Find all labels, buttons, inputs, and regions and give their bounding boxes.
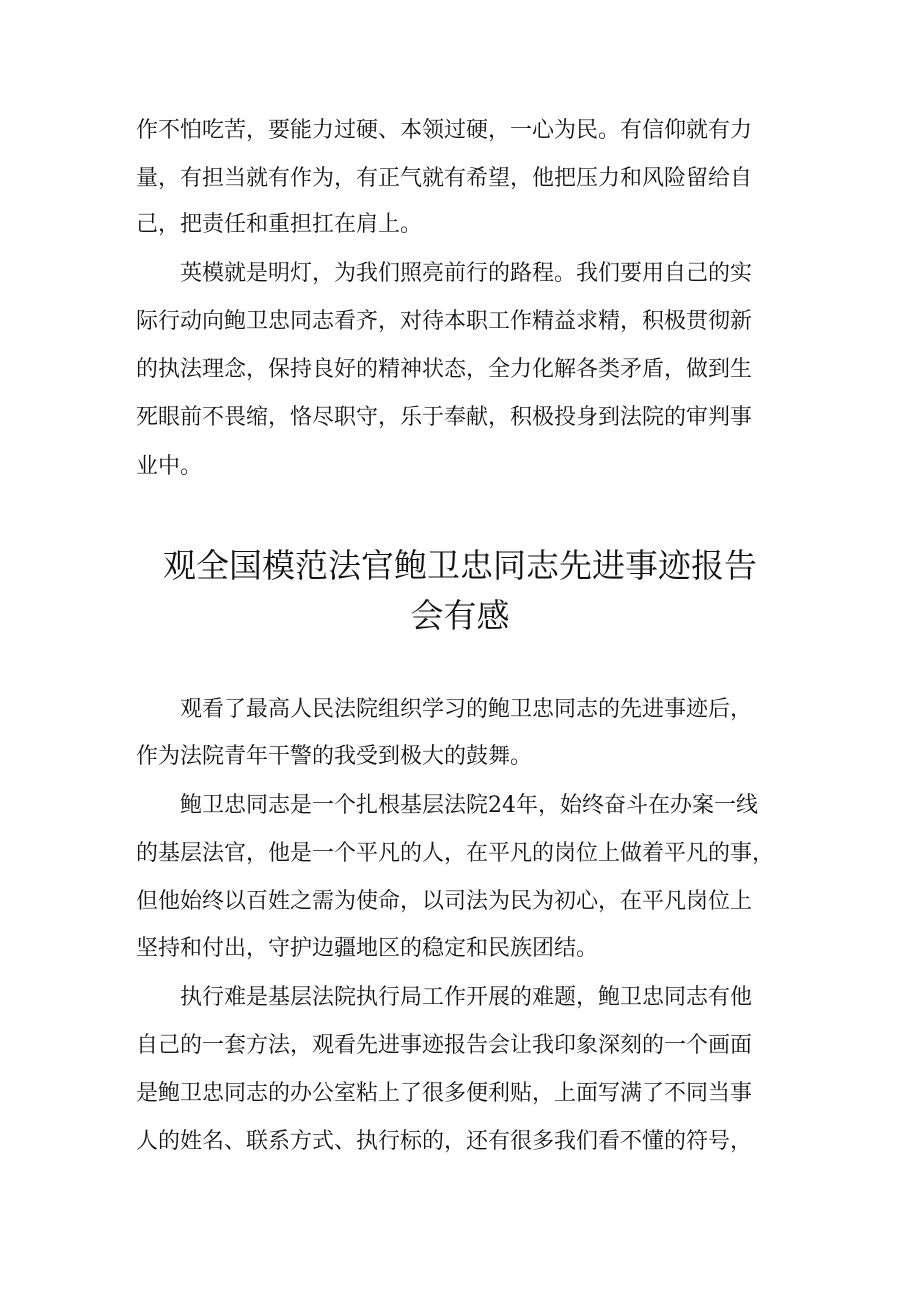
paragraph-line: 量，有担当就有作为，有正气就有希望，他把压力和风险留给自 bbox=[136, 166, 753, 191]
paragraph-line: 作不怕吃苦，要能力过硬、本领过硬，一心为民。有信仰就有力 bbox=[136, 118, 753, 143]
article-title-line-2: 会有感 bbox=[410, 596, 510, 635]
paragraph-line: 的基层法官，他是一个平凡的人，在平凡的岗位上做着平凡的事， bbox=[136, 841, 775, 866]
paragraph-line: 己，把责任和重担扛在肩上。 bbox=[136, 212, 423, 237]
paragraph-line: 执行难是基层法院执行局工作开展的难题，鲍卫忠同志有他 bbox=[180, 985, 753, 1010]
paragraph-line: 自己的一套方法，观看先进事迹报告会让我印象深刻的一个画面 bbox=[136, 1033, 753, 1058]
paragraph-line: 业中。 bbox=[136, 454, 203, 479]
paragraph-line: 人的姓名、联系方式、执行标的，还有很多我们看不懂的符号， bbox=[136, 1129, 753, 1154]
paragraph-line: 但他始终以百姓之需为使命，以司法为民为初心，在平凡岗位上 bbox=[136, 889, 753, 914]
paragraph-line: 观看了最高人民法院组织学习的鲍卫忠同志的先进事迹后， bbox=[180, 697, 753, 722]
article-title-line-1: 观全国模范法官鲍卫忠同志先进事迹报告 bbox=[163, 546, 757, 585]
paragraph-line: 坚持和付出，守护边疆地区的稳定和民族团结。 bbox=[136, 936, 599, 961]
paragraph-line: 际行动向鲍卫忠同志看齐，对待本职工作精益求精，积极贯彻新 bbox=[136, 309, 753, 334]
paragraph-line: 的执法理念，保持良好的精神状态，全力化解各类矛盾，做到生 bbox=[136, 357, 753, 382]
paragraph-line: 死眼前不畏缩，恪尽职守，乐于奉献，积极投身到法院的审判事 bbox=[136, 405, 753, 430]
paragraph-line: 是鲍卫忠同志的办公室粘上了很多便利贴，上面写满了不同当事 bbox=[136, 1081, 753, 1106]
paragraph-line: 英模就是明灯，为我们照亮前行的路程。我们要用自己的实 bbox=[180, 261, 753, 286]
paragraph-line: 鲍卫忠同志是一个扎根基层法院24年，始终奋斗在办案一线 bbox=[180, 793, 758, 818]
paragraph-line: 作为法院青年干警的我受到极大的鼓舞。 bbox=[136, 744, 533, 769]
